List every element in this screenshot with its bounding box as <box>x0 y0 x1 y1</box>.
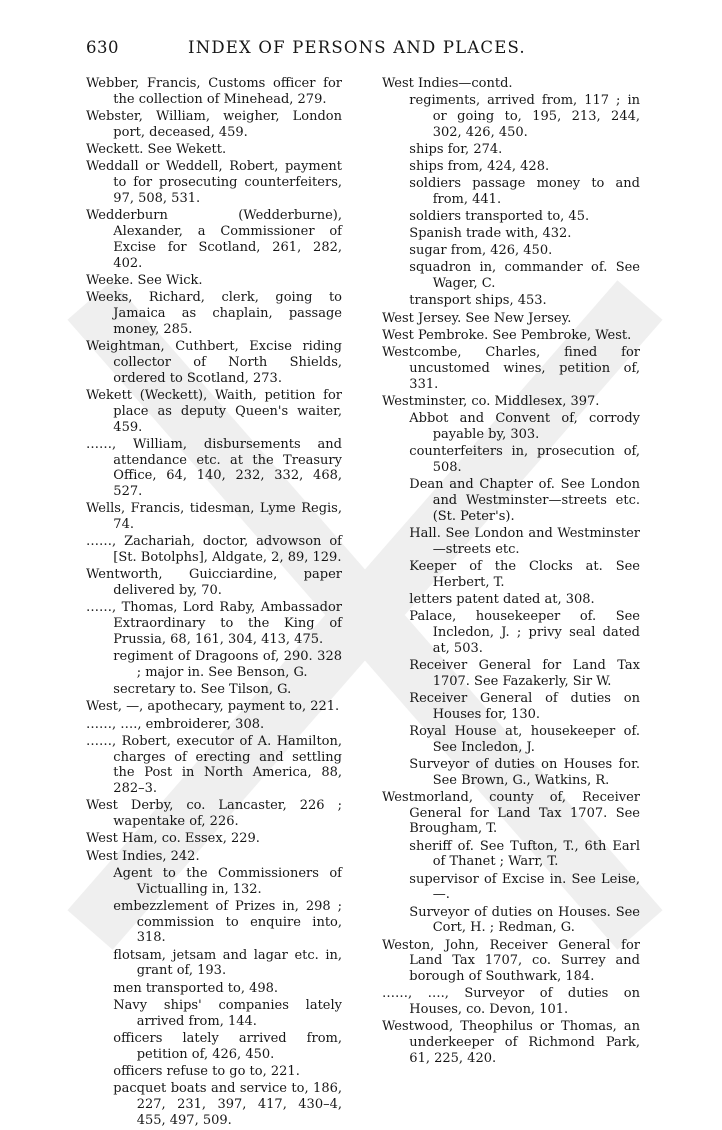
index-subentry: Palace, housekeeper of. See Incledon, J. ; privy seal dated at, 503. <box>409 608 640 656</box>
index-entry: Wekett (Weckett), Waith, petition for place as deputy Queen's waiter, 459. <box>86 387 342 435</box>
index-entry: Westcombe, Charles, fined for uncustomed wines, petition of, 331. <box>382 344 640 392</box>
index-entry: Webster, William, weigher, London port, deceased, 459. <box>86 109 342 140</box>
index-subentry: supervisor of Excise in. See Leise, —. <box>409 871 640 903</box>
index-subentry: sheriff of. See Tufton, T., 6th Earl of Thanet ; Warr, T. <box>409 838 640 870</box>
index-subentry: soldiers passage money to and from, 441. <box>409 176 640 208</box>
index-subentry: ships from, 424, 428. <box>409 159 550 175</box>
index-entry: Weston, John, Receiver General for Land Tax 1707, co. Surrey and borough of Southwark, 184. <box>382 937 640 985</box>
index-subentry: Surveyor of duties on Houses for. See Brown, G., Watkins, R. <box>409 756 640 788</box>
index-subentry: men transported to, 498. <box>113 980 279 996</box>
index-entry: Weddall or Weddell, Robert, payment to for prosecuting counterfeiters, 97, 508, 531. <box>86 159 342 206</box>
index-subentry: Keeper of the Clocks at. See Herbert, T. <box>409 558 640 590</box>
index-entry: ……, Robert, executor of A. Hamilton, charges of erecting and settling the Post in North America, 88, 282–3. <box>86 733 342 797</box>
index-entry: ……, William, disbursements and attendance etc. at the Treasury Office, 64, 140, 232, 332, 468, 527. <box>86 436 342 500</box>
index-entry: West, —, apothecary, payment to, 221. <box>86 699 340 715</box>
index-subentry: sugar from, 426, 450. <box>409 243 553 259</box>
index-entry: ……, Thomas, Lord Raby, Ambassador Extraordinary to the King of Prussia, 68, 161, 304, 413, 475. <box>86 600 342 648</box>
index-subentry: officers refuse to go to, 221. <box>113 1063 300 1079</box>
page-number: 630 <box>86 38 119 57</box>
index-subentry: Agent to the Commissioners of Victualling in, 132. <box>113 865 342 897</box>
index-entry: Wells, Francis, tidesman, Lyme Regis, 74. <box>86 501 342 533</box>
index-subentry: pacquet boats and service to, 186, 227, 231, 397, 417, 430–4, 455, 497, 509. <box>113 1080 342 1128</box>
index-entry: Wentworth, Guicciardine, paper delivered by, 70. <box>86 567 342 599</box>
index-entry: West Pembroke. See Pembroke, West. <box>382 327 632 343</box>
index-subentry: regiments, arrived from, 117 ; in or going to, 195, 213, 244, 302, 426, 450. <box>409 93 640 140</box>
index-subentry: soldiers transported to, 45. <box>409 209 590 225</box>
index-column-right <box>382 76 640 1068</box>
index-subentry: Surveyor of duties on Houses. See Cort, H. ; Redman, G. <box>409 904 640 936</box>
index-subentry: Hall. See London and Westminster—streets etc. <box>409 525 640 557</box>
index-entry: Weeke. See Wick. <box>86 272 203 288</box>
index-entry: Weckett. See Wekett. <box>86 142 227 157</box>
index-column-left <box>86 76 342 1130</box>
index-subentry: squadron in, commander of. See Wager, C. <box>409 260 640 292</box>
index-entry: West Indies—contd. <box>382 76 513 91</box>
index-subentry: secretary to. See Tilson, G. <box>113 682 292 698</box>
index-subentry: embezzlement of Prizes in, 298 ; commission to enquire into, 318. <box>113 898 342 946</box>
index-entry: ……, …., Surveyor of duties on Houses, co. Devon, 101. <box>382 986 640 1018</box>
index-entry: ……, Zachariah, doctor, advowson of [St. Botolphs], Aldgate, 2, 89, 129. <box>86 534 342 566</box>
index-entry: Weeks, Richard, clerk, going to Jamaica as chaplain, passage money, 285. <box>86 289 342 337</box>
index-entry: West Ham, co. Essex, 229. <box>86 831 260 847</box>
index-entry: Westminster, co. Middlesex, 397. <box>382 393 600 409</box>
index-subentry: transport ships, 453. <box>409 293 547 309</box>
page-header <box>0 38 722 64</box>
index-entry: West Indies, 242. <box>86 848 200 864</box>
index-subentry: Dean and Chapter of. See London and Westminster—streets etc. (St. Peter's). <box>409 476 640 524</box>
page-title: INDEX OF PERSONS AND PLACES. <box>188 38 526 57</box>
index-entry: Weightman, Cuthbert, Excise riding collector of North Shields, ordered to Scotland, 273. <box>86 338 342 386</box>
index-subentry: counterfeiters in, prosecution of, 508. <box>409 443 640 475</box>
index-subentry: ships for, 274. <box>409 142 503 157</box>
index-entry: Webber, Francis, Customs officer for the collection of Minehead, 279. <box>86 76 342 107</box>
index-subentry: Abbot and Convent of, corrody payable by, 303. <box>409 410 640 442</box>
index-entry: Westwood, Theophilus or Thomas, an underkeeper of Richmond Park, 61, 225, 420. <box>382 1019 640 1067</box>
index-subentry: letters patent dated at, 308. <box>409 591 595 607</box>
index-entry: ……, …., embroiderer, 308. <box>86 716 265 732</box>
index-subentry: flotsam, jetsam and lagar etc. in, grant of, 193. <box>113 947 342 979</box>
index-subentry: Receiver General for Land Tax 1707. See Fazakerly, Sir W. <box>409 657 640 689</box>
index-subentry: officers lately arrived from, petition of, 426, 450. <box>113 1030 342 1062</box>
index-entry: West Derby, co. Lancaster, 226 ; wapentake of, 226. <box>86 798 342 830</box>
index-entry: West Jersey. See New Jersey. <box>382 310 572 326</box>
index-subentry: Royal House at, housekeeper of. See Incledon, J. <box>409 723 640 755</box>
index-subentry: Receiver General of duties on Houses for, 130. <box>409 690 640 722</box>
index-entry: Wedderburn (Wedderburne), Alexander, a Commissioner of Excise for Scotland, 261, 282, 402. <box>86 208 342 271</box>
index-subentry: Navy ships' companies lately arrived from, 144. <box>113 997 342 1029</box>
index-entry: Westmorland, county of, Receiver General for Land Tax 1707. See Brougham, T. <box>382 789 640 837</box>
index-subentry: Spanish trade with, 432. <box>409 226 572 242</box>
index-subentry: regiment of Dragoons of, 290. 328 ; major in. See Benson, G. <box>113 649 342 681</box>
